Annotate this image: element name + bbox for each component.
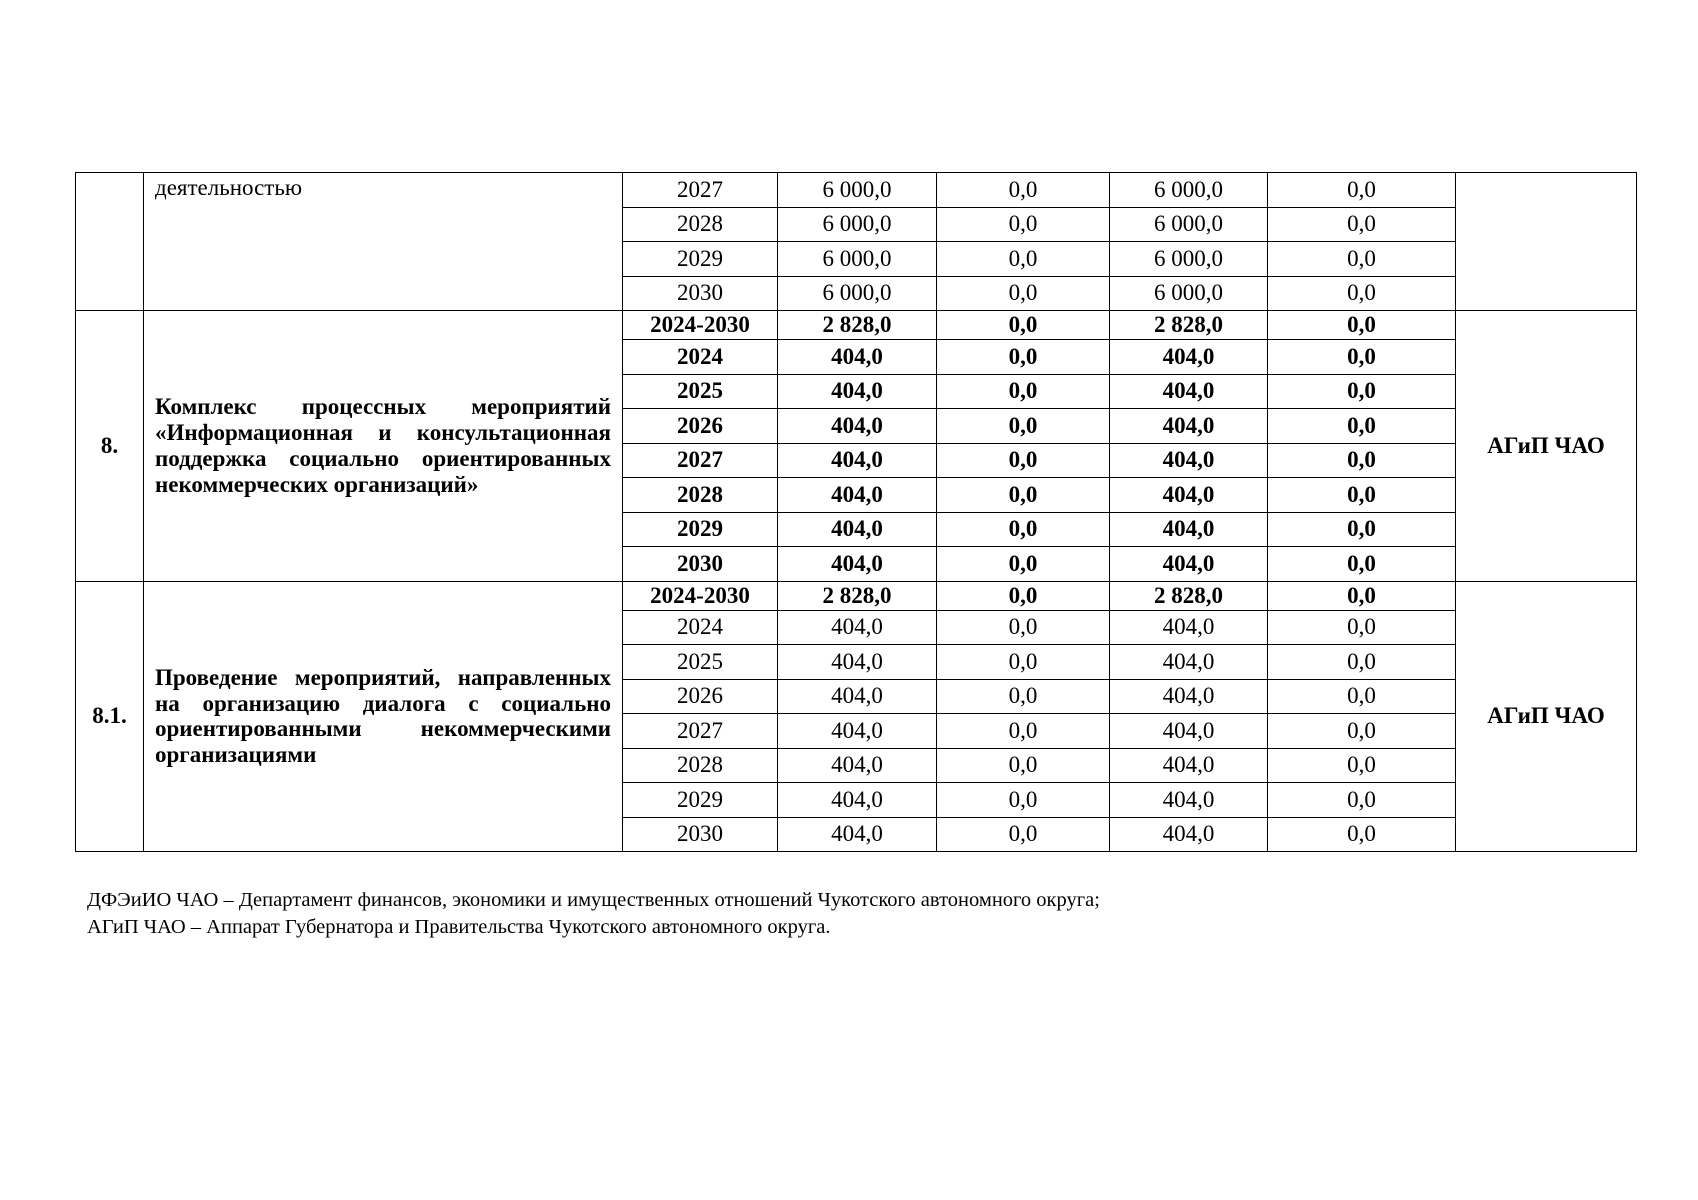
other-cell: 0,0: [1268, 242, 1456, 277]
executor-cell: [1456, 173, 1637, 311]
year-cell: 2030: [623, 547, 778, 582]
regional-cell: 6 000,0: [1110, 173, 1268, 208]
federal-cell: 0,0: [937, 340, 1110, 375]
other-cell: 0,0: [1268, 783, 1456, 818]
federal-cell: 0,0: [937, 173, 1110, 208]
year-cell: 2029: [623, 783, 778, 818]
federal-cell: 0,0: [937, 679, 1110, 714]
row-description: Комплекс процессных мероприятий «Информационная и консультационная поддержка социально ориентированных некоммерческих организаций»: [144, 311, 623, 582]
year-cell: 2026: [623, 409, 778, 444]
total-cell: 404,0: [778, 478, 937, 513]
other-cell: 0,0: [1268, 581, 1456, 610]
regional-cell: 404,0: [1110, 748, 1268, 783]
federal-cell: 0,0: [937, 478, 1110, 513]
other-cell: 0,0: [1268, 478, 1456, 513]
total-cell: 2 828,0: [778, 581, 937, 610]
federal-cell: 0,0: [937, 714, 1110, 749]
total-cell: 2 828,0: [778, 311, 937, 340]
regional-cell: 2 828,0: [1110, 581, 1268, 610]
other-cell: 0,0: [1268, 547, 1456, 582]
table-row: [76, 311, 1637, 340]
federal-cell: 0,0: [937, 783, 1110, 818]
other-cell: 0,0: [1268, 679, 1456, 714]
total-cell: 6 000,0: [778, 207, 937, 242]
other-cell: 0,0: [1268, 340, 1456, 375]
other-cell: 0,0: [1268, 610, 1456, 645]
total-cell: 404,0: [778, 512, 937, 547]
total-cell: 404,0: [778, 645, 937, 680]
total-cell: 404,0: [778, 610, 937, 645]
regional-cell: 404,0: [1110, 783, 1268, 818]
regional-cell: 404,0: [1110, 679, 1268, 714]
other-cell: 0,0: [1268, 817, 1456, 852]
regional-cell: 404,0: [1110, 409, 1268, 444]
row-number: [76, 173, 144, 311]
regional-cell: 404,0: [1110, 512, 1268, 547]
year-cell: 2028: [623, 748, 778, 783]
other-cell: 0,0: [1268, 374, 1456, 409]
other-cell: 0,0: [1268, 512, 1456, 547]
federal-cell: 0,0: [937, 748, 1110, 783]
total-cell: 404,0: [778, 340, 937, 375]
year-cell: 2027: [623, 443, 778, 478]
regional-cell: 404,0: [1110, 478, 1268, 513]
year-cell: 2030: [623, 817, 778, 852]
total-cell: 404,0: [778, 783, 937, 818]
year-cell: 2029: [623, 512, 778, 547]
total-cell: 6 000,0: [778, 276, 937, 311]
financing-table: [75, 172, 1637, 852]
regional-cell: 404,0: [1110, 443, 1268, 478]
total-cell: 404,0: [778, 817, 937, 852]
year-cell: 2025: [623, 645, 778, 680]
federal-cell: 0,0: [937, 581, 1110, 610]
total-cell: 404,0: [778, 443, 937, 478]
regional-cell: 2 828,0: [1110, 311, 1268, 340]
table-row: [76, 173, 1637, 208]
table-body: [76, 173, 1637, 852]
year-cell: 2030: [623, 276, 778, 311]
other-cell: 0,0: [1268, 409, 1456, 444]
year-cell: 2028: [623, 478, 778, 513]
executor-cell: АГиП ЧАО: [1456, 581, 1637, 852]
federal-cell: 0,0: [937, 547, 1110, 582]
regional-cell: 404,0: [1110, 645, 1268, 680]
federal-cell: 0,0: [937, 374, 1110, 409]
federal-cell: 0,0: [937, 817, 1110, 852]
total-cell: 404,0: [778, 679, 937, 714]
year-cell: 2025: [623, 374, 778, 409]
executor-cell: АГиП ЧАО: [1456, 311, 1637, 582]
total-cell: 404,0: [778, 409, 937, 444]
federal-cell: 0,0: [937, 242, 1110, 277]
other-cell: 0,0: [1268, 276, 1456, 311]
total-cell: 404,0: [778, 374, 937, 409]
footnotes: [87, 887, 1100, 941]
regional-cell: 6 000,0: [1110, 242, 1268, 277]
regional-cell: 404,0: [1110, 374, 1268, 409]
regional-cell: 404,0: [1110, 817, 1268, 852]
year-cell: 2027: [623, 714, 778, 749]
federal-cell: 0,0: [937, 276, 1110, 311]
year-cell: 2026: [623, 679, 778, 714]
total-cell: 404,0: [778, 714, 937, 749]
other-cell: 0,0: [1268, 173, 1456, 208]
other-cell: 0,0: [1268, 748, 1456, 783]
federal-cell: 0,0: [937, 443, 1110, 478]
year-cell: 2029: [623, 242, 778, 277]
other-cell: 0,0: [1268, 645, 1456, 680]
footnote-dfeiio: ДФЭиИО ЧАО – Департамент финансов, экономики и имущественных отношений Чукотского автономного округа;: [87, 889, 1100, 911]
other-cell: 0,0: [1268, 443, 1456, 478]
other-cell: 0,0: [1268, 207, 1456, 242]
regional-cell: 6 000,0: [1110, 207, 1268, 242]
year-cell: 2024-2030: [623, 311, 778, 340]
table-row: [76, 581, 1637, 610]
footnote-agip: АГиП ЧАО – Аппарат Губернатора и Правительства Чукотского автономного округа.: [87, 916, 831, 938]
year-cell: 2024-2030: [623, 581, 778, 610]
federal-cell: 0,0: [937, 645, 1110, 680]
other-cell: 0,0: [1268, 714, 1456, 749]
year-cell: 2024: [623, 340, 778, 375]
federal-cell: 0,0: [937, 409, 1110, 444]
row-number: 8.1.: [76, 581, 144, 852]
total-cell: 404,0: [778, 547, 937, 582]
row-description: Проведение мероприятий, направленных на организацию диалога с социально ориентированными некоммерческими организациями: [144, 581, 623, 852]
row-description: деятельностью: [144, 173, 623, 311]
total-cell: 6 000,0: [778, 173, 937, 208]
other-cell: 0,0: [1268, 311, 1456, 340]
federal-cell: 0,0: [937, 311, 1110, 340]
total-cell: 6 000,0: [778, 242, 937, 277]
regional-cell: 404,0: [1110, 340, 1268, 375]
regional-cell: 404,0: [1110, 547, 1268, 582]
regional-cell: 404,0: [1110, 714, 1268, 749]
year-cell: 2028: [623, 207, 778, 242]
federal-cell: 0,0: [937, 512, 1110, 547]
regional-cell: 404,0: [1110, 610, 1268, 645]
federal-cell: 0,0: [937, 610, 1110, 645]
total-cell: 404,0: [778, 748, 937, 783]
row-number: 8.: [76, 311, 144, 582]
federal-cell: 0,0: [937, 207, 1110, 242]
regional-cell: 6 000,0: [1110, 276, 1268, 311]
year-cell: 2027: [623, 173, 778, 208]
year-cell: 2024: [623, 610, 778, 645]
